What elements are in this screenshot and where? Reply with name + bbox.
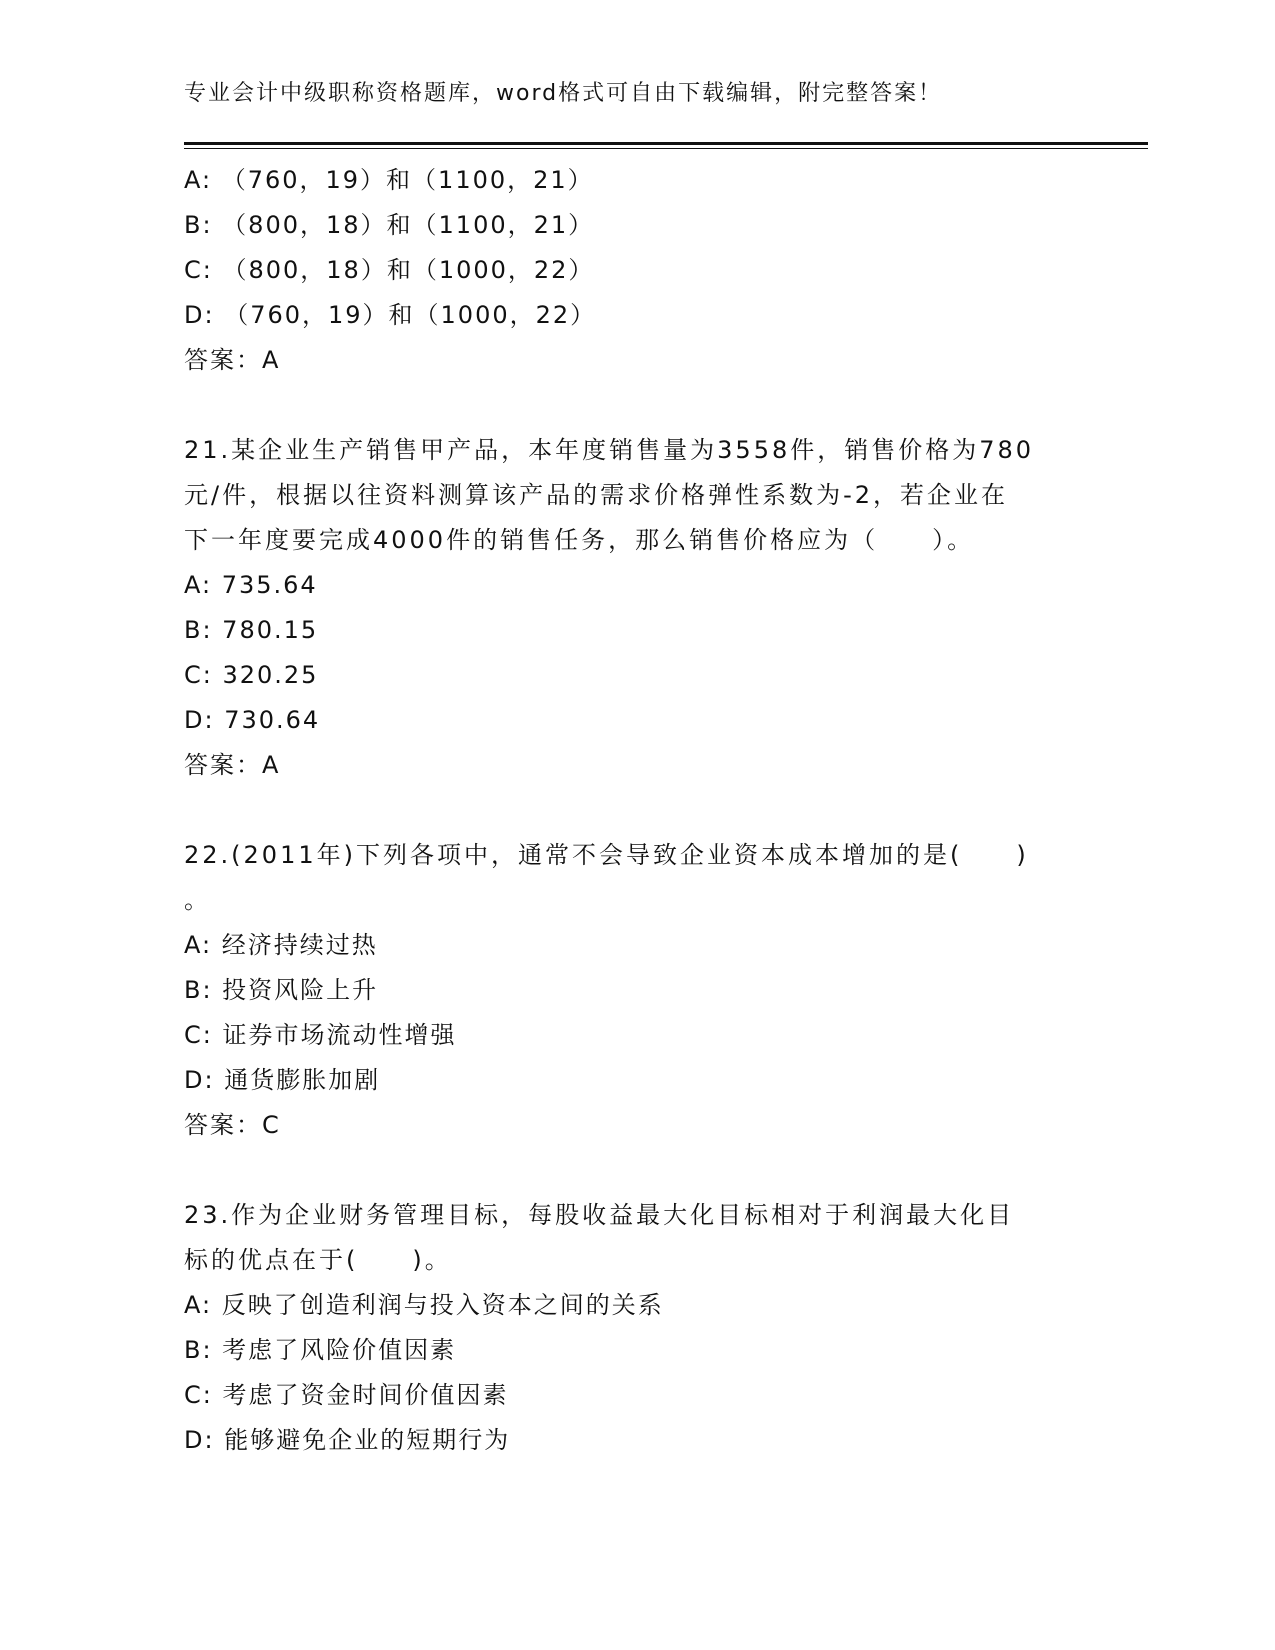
option-d: D: 通货膨胀加剧 (184, 1066, 381, 1094)
option-b: B: 考虑了风险价值因素 (184, 1336, 457, 1364)
option-c: C: 证券市场流动性增强 (184, 1021, 457, 1049)
option-a: A: 经济持续过热 (184, 931, 378, 959)
spacer (184, 383, 1084, 428)
option-a: A: （760，19）和（1100，21） (184, 166, 594, 194)
option-c: C: 320.25 (184, 661, 319, 689)
header-rule-thick (184, 142, 1148, 145)
option-d: D: 730.64 (184, 706, 321, 734)
option-a: A: 735.64 (184, 571, 318, 599)
option-c: C: （800，18）和（1000，22） (184, 256, 595, 284)
question-23 (184, 1193, 1084, 1463)
page-header: 专业会计中级职称资格题库，word格式可自由下载编辑，附完整答案！ (184, 81, 943, 106)
answer: 答案：A (184, 346, 281, 374)
question-22 (184, 833, 1084, 1148)
option-b: B: （800，18）和（1100，21） (184, 211, 595, 239)
question-stem: 21.某企业生产销售甲产品，本年度销售量为3558件，销售价格为780 元/件，根据以往资料测算该产品的需求价格弹性系数为-2，若企业在 下一年度要完成4000件的销售任务，那么销售价格应为（ ）。 (184, 436, 1035, 554)
question-stem: 23.作为企业财务管理目标，每股收益最大化目标相对于利润最大化目 标的优点在于( )。 (184, 1201, 1015, 1274)
answer: 答案：C (184, 1111, 281, 1139)
option-c: C: 考虑了资金时间价值因素 (184, 1381, 509, 1409)
option-d: D: （760，19）和（1000，22） (184, 301, 597, 329)
spacer (184, 1148, 1084, 1193)
document-body (184, 158, 1084, 1463)
question-21 (184, 428, 1084, 788)
spacer (184, 788, 1084, 833)
question-20 (184, 158, 1084, 383)
answer: 答案：A (184, 751, 281, 779)
option-b: B: 投资风险上升 (184, 976, 379, 1004)
option-a: A: 反映了创造利润与投入资本之间的关系 (184, 1291, 664, 1319)
header-rule-thin (184, 148, 1148, 149)
option-d: D: 能够避免企业的短期行为 (184, 1426, 511, 1454)
option-b: B: 780.15 (184, 616, 319, 644)
question-stem: 22.(2011年)下列各项中，通常不会导致企业资本成本增加的是( ) 。 (184, 841, 1029, 914)
